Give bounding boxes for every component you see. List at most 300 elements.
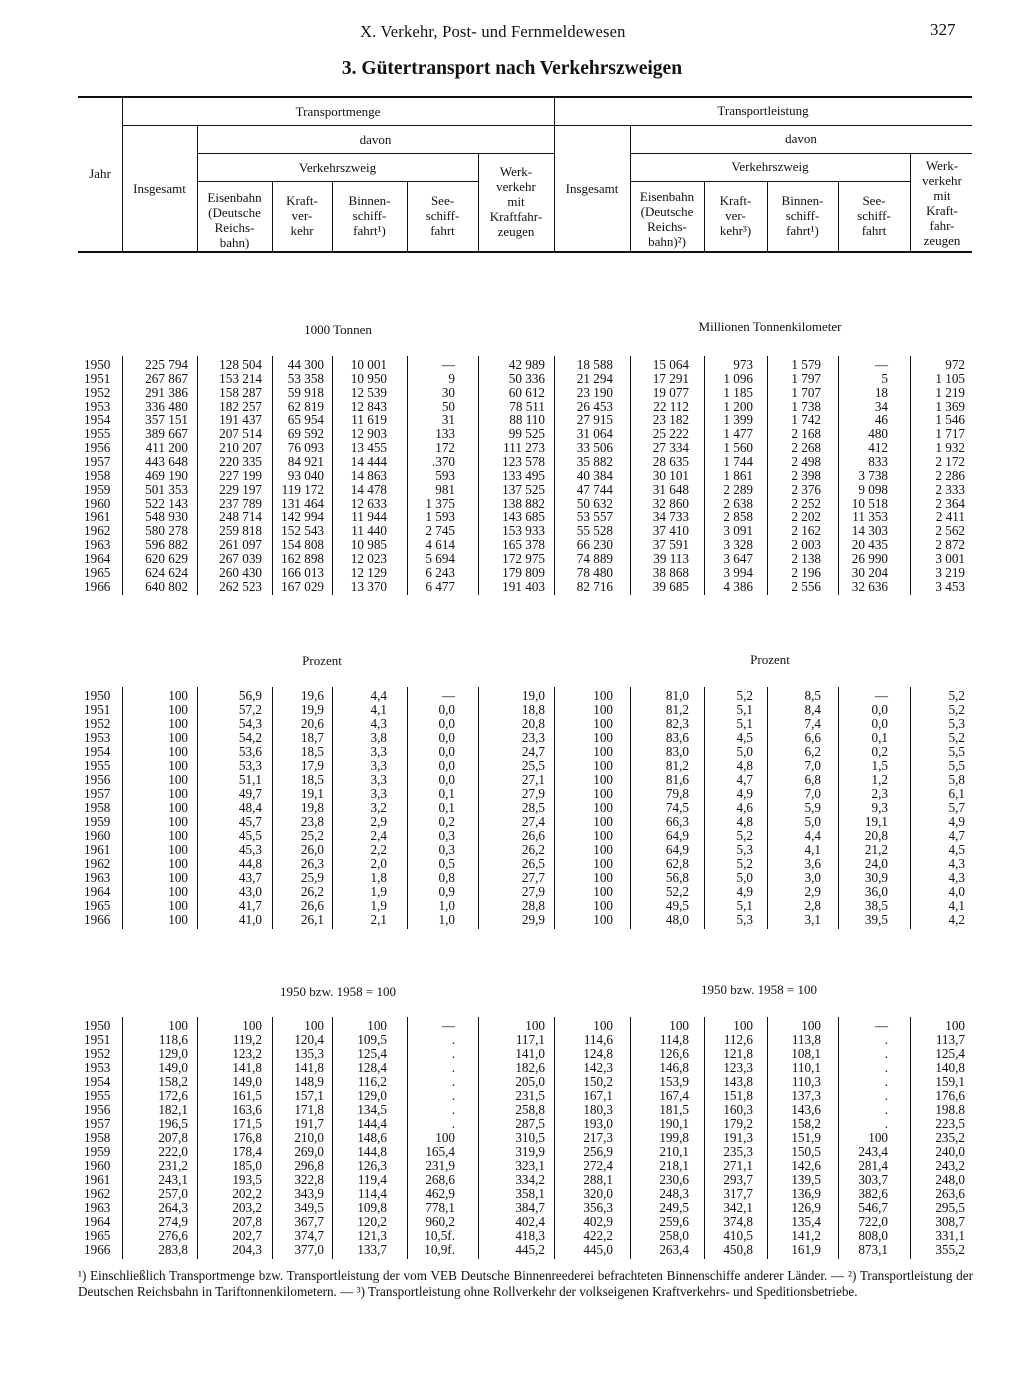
table-cell: 26 453 [576, 398, 613, 414]
table-cell: 109,8 [357, 1200, 387, 1215]
table-cell: 331,1 [935, 1228, 965, 1243]
table-cell: . [451, 1046, 455, 1061]
table-cell: 323,1 [515, 1158, 545, 1173]
table-cell: 54,3 [238, 716, 262, 731]
table-cell: 141,8 [232, 1060, 262, 1075]
table-cell: 231,9 [425, 1158, 455, 1173]
table-cell: 0,0 [871, 702, 888, 717]
table-cell: 110,3 [791, 1074, 821, 1089]
table-cell: 153 933 [502, 523, 545, 539]
table-cell: 4,3 [948, 870, 965, 885]
table-cell: 4,6 [736, 800, 753, 815]
table-cell: 10 001 [350, 357, 387, 372]
table-cell: 27 915 [576, 412, 613, 428]
header-kraftverkehr-right: Kraft- ver- kehr³) [719, 193, 752, 238]
table-cell: 11 944 [351, 509, 387, 525]
table-cell: . [884, 1102, 888, 1117]
table-cell: 2,0 [370, 856, 387, 871]
table-cell: 5,1 [736, 716, 753, 731]
table-cell: 4,1 [948, 898, 965, 913]
section-label: Millionen Tonnenkilometer [698, 319, 842, 334]
table-cell: 48,4 [238, 800, 262, 815]
table-cell: 4,9 [948, 814, 965, 829]
year-cell: 1955 [84, 1088, 111, 1103]
table-cell: 35 882 [576, 453, 613, 469]
table-cell: — [874, 1018, 888, 1033]
table-cell: 243,1 [158, 1172, 188, 1187]
table-cell: 256,9 [583, 1144, 613, 1159]
table-cell: 100 [168, 730, 188, 745]
year-cell: 1955 [84, 426, 111, 442]
table-cell: 808,0 [858, 1228, 888, 1243]
table-cell: 23 182 [652, 412, 689, 428]
table-cell: 93 040 [287, 467, 324, 483]
table-cell: 43,0 [238, 884, 262, 899]
table-cell: 157,1 [294, 1088, 324, 1103]
table-cell: 2 858 [723, 509, 753, 525]
table-cell: 249,5 [659, 1200, 689, 1215]
table-cell: 32 860 [652, 495, 689, 511]
table-cell: 259,6 [659, 1214, 689, 1229]
table-cell: 167,4 [659, 1088, 689, 1103]
table-cell: 109,5 [357, 1032, 387, 1047]
table-cell: 121,3 [357, 1228, 387, 1243]
table-cell: 593 [435, 467, 455, 483]
table-cell: 151,8 [723, 1088, 753, 1103]
table-cell: 152 543 [281, 523, 324, 539]
table-cell: 14 478 [350, 481, 387, 497]
table-cell: 205,0 [515, 1074, 545, 1089]
table-cell: 100 [525, 1018, 545, 1033]
header-divider [554, 98, 555, 251]
table-cell: 20,8 [864, 828, 888, 843]
table-cell: 11 440 [351, 523, 387, 539]
table-cell: 108,1 [791, 1046, 821, 1061]
table-cell: 402,4 [515, 1214, 545, 1229]
table-cell: 10 950 [350, 370, 387, 386]
table-cell: 134,5 [357, 1102, 387, 1117]
table-cell: 100 [168, 912, 188, 927]
table-cell: 411 200 [145, 440, 188, 456]
table-cell: 243,4 [858, 1144, 888, 1159]
year-cell: 1960 [84, 1158, 111, 1173]
table-cell: 182 257 [219, 398, 262, 414]
table-cell: 1 744 [723, 453, 753, 469]
table-cell: 3,3 [370, 758, 387, 773]
table-cell: 78 480 [576, 564, 613, 580]
table-cell: 10 985 [350, 537, 387, 553]
running-head: X. Verkehr, Post- und Fernmeldewesen [360, 22, 626, 41]
table-cell: 269,0 [294, 1144, 324, 1159]
table-cell: 24,0 [864, 856, 888, 871]
table-cell: 100 [168, 716, 188, 731]
table-cell: 2 168 [791, 426, 821, 442]
table-cell: 445,0 [583, 1242, 613, 1257]
table-cell: 1 560 [723, 440, 753, 456]
table-cell: 19,6 [300, 688, 324, 703]
header-binnenschiffahrt-right: Binnen- schiff- fahrt¹) [781, 193, 824, 238]
table-cell: 402,9 [583, 1214, 613, 1229]
table-cell: 113,8 [791, 1032, 821, 1047]
table-cell: 462,9 [425, 1186, 455, 1201]
year-cell: 1959 [84, 814, 111, 829]
table-cell: 18,5 [300, 772, 324, 787]
table-cell: 1 546 [935, 412, 965, 428]
table-cell: 235,3 [723, 1144, 753, 1159]
table-cell: 248 714 [219, 509, 262, 525]
table-cell: 47 744 [576, 481, 613, 497]
table-cell: 972 [945, 357, 965, 372]
table-cell: 4,3 [948, 856, 965, 871]
table-cell: 196,5 [158, 1116, 188, 1131]
table-cell: 133,7 [357, 1242, 387, 1257]
table-cell: 191,3 [723, 1130, 753, 1145]
table-cell: 2,3 [871, 786, 888, 801]
table-cell: 26,1 [300, 912, 324, 927]
table-cell: 119 172 [281, 481, 324, 497]
table-cell: 5,3 [948, 716, 965, 731]
table-cell: 14 863 [350, 467, 387, 483]
table-cell: 322,8 [294, 1172, 324, 1187]
table-cell: 0,3 [438, 842, 455, 857]
table-cell: 2 162 [791, 523, 821, 539]
table-cell: 100 [168, 856, 188, 871]
table-cell: 28,5 [521, 800, 545, 815]
table-cell: 162 898 [281, 550, 324, 566]
table-cell: 158,2 [791, 1116, 821, 1131]
table-cell: 382,6 [858, 1186, 888, 1201]
year-cell: 1964 [84, 550, 111, 566]
table-cell: 44,8 [238, 856, 262, 871]
header-transportmenge: Transportmenge [295, 104, 381, 119]
table-cell: 4,5 [948, 842, 965, 857]
table-cell: 1 105 [935, 370, 965, 386]
table-cell: 100 [168, 842, 188, 857]
table-cell: 358,1 [515, 1186, 545, 1201]
table-cell: 248,3 [659, 1186, 689, 1201]
table-cell: 0,3 [438, 828, 455, 843]
table-cell: 1 096 [723, 370, 753, 386]
table-cell: 210,0 [294, 1130, 324, 1145]
table-cell: 100 [435, 1130, 455, 1145]
table-cell: 27,9 [521, 786, 545, 801]
table-cell: 19 077 [652, 384, 689, 400]
table-cell: 3 001 [935, 550, 965, 566]
table-cell: 114,6 [583, 1032, 613, 1047]
table-cell: 5,2 [736, 828, 753, 843]
table-cell: 144,8 [357, 1144, 387, 1159]
table-cell: 220 335 [219, 453, 262, 469]
table-cell: 3 994 [723, 564, 753, 580]
table-cell: 263,6 [935, 1186, 965, 1201]
table-cell: 389 667 [145, 426, 188, 442]
table-cell: 222,0 [158, 1144, 188, 1159]
table-cell: 66 230 [576, 537, 613, 553]
table-cell: 295,5 [935, 1200, 965, 1215]
table-cell: 243,2 [935, 1158, 965, 1173]
table-cell: 10 518 [851, 495, 888, 511]
table-cell: 100 [168, 744, 188, 759]
table-cell: 2 498 [791, 453, 821, 469]
table-cell: 5,3 [736, 842, 753, 857]
table-cell: 412 [868, 440, 888, 456]
table-cell: 57,2 [238, 702, 262, 717]
table-cell: 202,2 [232, 1186, 262, 1201]
table-cell: 166 013 [281, 564, 324, 580]
table-cell: 149,0 [158, 1060, 188, 1075]
table-cell: 0,0 [871, 716, 888, 731]
table-cell: 5,1 [736, 898, 753, 913]
table-cell: 23,3 [521, 730, 545, 745]
table-cell: 100 [168, 702, 188, 717]
table-cell: 45,3 [238, 842, 262, 857]
table-cell: 142,3 [583, 1060, 613, 1075]
table-cell: — [441, 688, 455, 703]
table-cell: 171,8 [294, 1102, 324, 1117]
table-cell: 0,2 [871, 744, 888, 759]
table-cell: 178,4 [232, 1144, 262, 1159]
table-cell: 5,1 [736, 702, 753, 717]
year-cell: 1951 [84, 702, 111, 717]
table-cell: 27,4 [521, 814, 545, 829]
table-cell: 203,2 [232, 1200, 262, 1215]
table-cell: 100 [593, 912, 613, 927]
table-cell: 377,0 [294, 1242, 324, 1257]
table-cell: 1 593 [425, 509, 455, 525]
table-cell: 100 [593, 758, 613, 773]
table-cell: 18,7 [300, 730, 324, 745]
table-cell: 5,5 [948, 744, 965, 759]
year-cell: 1958 [84, 467, 111, 483]
table-cell: 120,4 [294, 1032, 324, 1047]
table-cell: 12 633 [350, 495, 387, 511]
table-cell: . [451, 1032, 455, 1047]
year-cell: 1953 [84, 398, 111, 414]
table-cell: 139,5 [791, 1172, 821, 1187]
table-cell: 54,2 [238, 730, 262, 745]
table-cell: 973 [733, 357, 753, 372]
table-cell: 640 802 [145, 578, 188, 594]
table-cell: 20 435 [851, 537, 888, 553]
table-cell: 833 [868, 453, 888, 469]
header-divider [122, 98, 123, 251]
table-cell: 2 556 [791, 578, 821, 594]
table-cell: 0,1 [871, 730, 888, 745]
table-cell: 100 [168, 800, 188, 815]
table-cell: 25,5 [521, 758, 545, 773]
table-cell: 151,9 [791, 1130, 821, 1145]
table-cell: 469 190 [145, 467, 188, 483]
table-cell: 82 716 [576, 578, 613, 594]
table-cell: 56,8 [665, 870, 689, 885]
table-cell: — [441, 1018, 455, 1033]
table-cell: 199,8 [659, 1130, 689, 1145]
table-cell: 182,1 [158, 1102, 188, 1117]
table-cell: 5 [881, 370, 888, 386]
year-cell: 1950 [84, 688, 111, 703]
table-cell: 5,2 [736, 688, 753, 703]
table-cell: 39 113 [653, 550, 689, 566]
table-cell: 17,9 [300, 758, 324, 773]
table-cell: 5,7 [948, 800, 965, 815]
year-cell: 1959 [84, 1144, 111, 1159]
year-cell: 1966 [84, 912, 111, 927]
table-cell: 263,4 [659, 1242, 689, 1257]
table-cell: 100 [593, 870, 613, 885]
year-cell: 1966 [84, 1242, 111, 1257]
table-cell: 129,0 [158, 1046, 188, 1061]
table-cell: 18,8 [521, 702, 545, 717]
table-cell: 8,5 [804, 688, 821, 703]
table-cell: 193,5 [232, 1172, 262, 1187]
table-cell: 193,0 [583, 1116, 613, 1131]
table-cell: 49,7 [238, 786, 262, 801]
table-cell: 110,1 [791, 1060, 821, 1075]
table-cell: 25 222 [652, 426, 689, 442]
table-cell: 100 [367, 1018, 387, 1033]
table-cell: 0,9 [438, 884, 455, 899]
year-cell: 1960 [84, 828, 111, 843]
table-cell: 39,5 [864, 912, 888, 927]
table-cell: 65 954 [287, 412, 324, 428]
table-cell: 21,2 [864, 842, 888, 857]
table-cell: 26 990 [851, 550, 888, 566]
table-cell: 26,3 [300, 856, 324, 871]
table-cell: 0,0 [438, 716, 455, 731]
table-cell: 4,1 [804, 842, 821, 857]
table-cell: 15 064 [652, 357, 689, 372]
table-cell: 5,3 [736, 912, 753, 927]
year-cell: 1950 [84, 357, 111, 372]
table-cell: 4,9 [736, 884, 753, 899]
table-cell: 26,6 [521, 828, 545, 843]
table-cell: 2 638 [723, 495, 753, 511]
table-cell: 135,3 [294, 1046, 324, 1061]
header-werkverkehr-right: Werk- verkehr mit Kraft- fahr- zeugen [922, 158, 962, 248]
table-cell: 88 110 [509, 412, 545, 428]
table-cell: 191 437 [219, 412, 262, 428]
table-cell: 126,3 [357, 1158, 387, 1173]
table-cell: 1,0 [438, 912, 455, 927]
table-cell: 49,5 [665, 898, 689, 913]
table-cell: 1 477 [723, 426, 753, 442]
table-cell: 624 624 [145, 564, 188, 580]
table-cell: 287,5 [515, 1116, 545, 1131]
table-cell: 111 273 [503, 440, 545, 456]
table-cell: 225 794 [145, 357, 188, 372]
table-cell: . [884, 1116, 888, 1131]
table-cell: 148,9 [294, 1074, 324, 1089]
table-cell: 248,0 [935, 1172, 965, 1187]
table-cell: 3 091 [723, 523, 753, 539]
table-cell: 43,7 [238, 870, 262, 885]
table-cell: 2 003 [791, 537, 821, 553]
table-cell: 185,0 [232, 1158, 262, 1173]
year-cell: 1954 [84, 1074, 111, 1089]
table-cell: 181,5 [659, 1102, 689, 1117]
table-cell: 422,2 [583, 1228, 613, 1243]
table-cell: 418,3 [515, 1228, 545, 1243]
table-cell: 100 [168, 688, 188, 703]
table-cell: 334,2 [515, 1172, 545, 1187]
table-cell: 7,4 [804, 716, 821, 731]
table-cell: 37 591 [652, 537, 689, 553]
table-cell: 291 386 [145, 384, 188, 400]
year-cell: 1952 [84, 384, 111, 400]
year-cell: 1961 [84, 1172, 111, 1187]
table-cell: 26,2 [521, 842, 545, 857]
table-cell: 355,2 [935, 1242, 965, 1257]
table-cell: 227 199 [219, 467, 262, 483]
header-divider [197, 181, 478, 182]
table-cell: 410,5 [723, 1228, 753, 1243]
section-label: Prozent [302, 653, 342, 668]
year-cell: 1961 [84, 509, 111, 525]
table-cell: 143 685 [502, 509, 545, 525]
table-cell: 100 [593, 702, 613, 717]
table-cell: 82,3 [665, 716, 689, 731]
table-cell: 121,8 [723, 1046, 753, 1061]
table-cell: 50 336 [508, 370, 545, 386]
table-cell: 25,2 [300, 828, 324, 843]
table-cell: 100 [945, 1018, 965, 1033]
footnotes: ¹) Einschließlich Transportmenge bzw. Transportleistung der vom VEB Deutsche Binnenreederei befrachteten Binnenschiffe anderer Länder. — ²) Transportleistung der Deutschen Reichsbahn in Tariftonnenkilometern. — ³) Transportleistung ohne Rollverkehr der volkseigenen Kraftverkehrs- und Speditionsbetriebe. [78, 1268, 973, 1299]
table-cell: 153,9 [659, 1074, 689, 1089]
table-cell: 100 [593, 688, 613, 703]
table-cell: 150,5 [791, 1144, 821, 1159]
table-cell: 5,9 [804, 800, 821, 815]
table-cell: 202,7 [232, 1228, 262, 1243]
table-cell: 137 525 [502, 481, 545, 497]
table-cell: 262 523 [219, 578, 262, 594]
table-cell: 38,5 [864, 898, 888, 913]
year-cell: 1963 [84, 870, 111, 885]
table-cell: 74 889 [576, 550, 613, 566]
table-cell: 53 358 [287, 370, 324, 386]
table-cell: 343,9 [294, 1186, 324, 1201]
table-cell: 374,8 [723, 1214, 753, 1229]
table-cell: 2 172 [935, 453, 965, 469]
table-cell: 167 029 [281, 578, 324, 594]
table-cell: 10,9f. [424, 1242, 455, 1257]
table-cell: 1,8 [370, 870, 387, 885]
table-cell: 100 [868, 1130, 888, 1145]
table-title: 3. Gütertransport nach Verkehrszweigen [341, 58, 683, 79]
table-cell: 100 [593, 898, 613, 913]
table-cell: 126,6 [659, 1046, 689, 1061]
table-cell: 12 843 [350, 398, 387, 414]
table-cell: 81,2 [665, 702, 689, 717]
table-cell: 281,4 [858, 1158, 888, 1173]
table-cell: 9 098 [858, 481, 888, 497]
table-cell: 38 868 [652, 564, 689, 580]
year-cell: 1964 [84, 884, 111, 899]
table-cell: 31 648 [652, 481, 689, 497]
table-cell: 10,5f. [424, 1228, 455, 1243]
table-cell: 336 480 [145, 398, 188, 414]
table-cell: 4,4 [370, 688, 387, 703]
table-cell: 99 525 [508, 426, 545, 442]
table-cell: 0,2 [438, 814, 455, 829]
table-cell: 84 921 [287, 453, 324, 469]
table-cell: 100 [593, 716, 613, 731]
table-cell: 198.8 [935, 1102, 965, 1117]
table-cell: 272,4 [583, 1158, 613, 1173]
header-divider [197, 153, 554, 154]
table-cell: 125,4 [357, 1046, 387, 1061]
year-cell: 1953 [84, 730, 111, 745]
table-cell: 258,0 [659, 1228, 689, 1243]
